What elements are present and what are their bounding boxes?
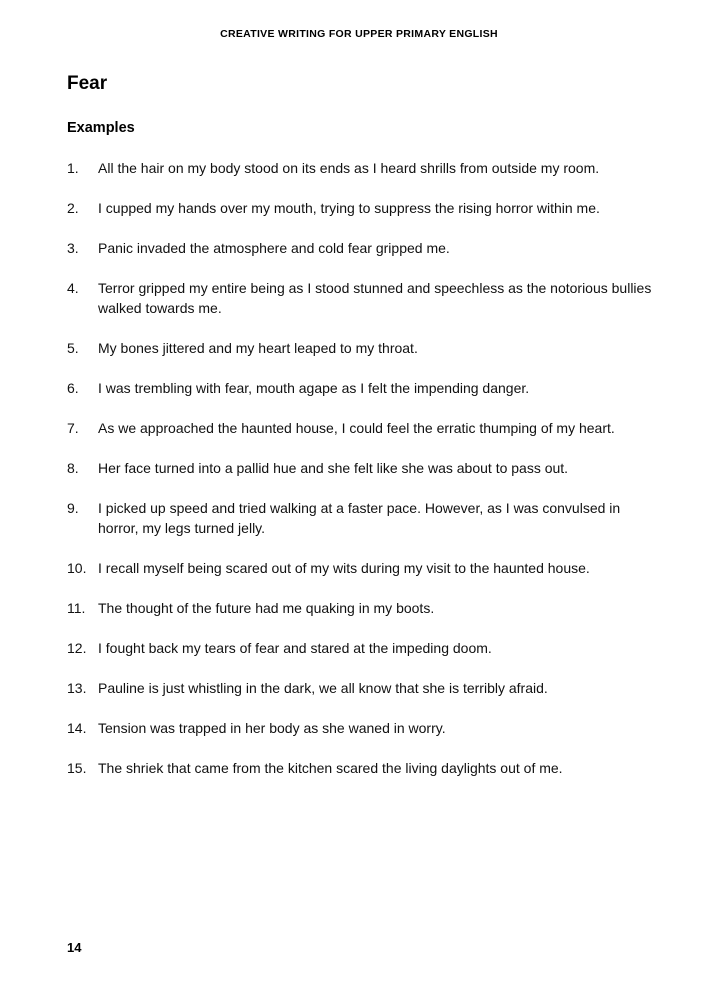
list-item-text: The thought of the future had me quaking in my boots. xyxy=(98,600,435,616)
page-number: 14 xyxy=(67,940,82,955)
list-item xyxy=(67,558,656,578)
list-item-text: Terror gripped my entire being as I stood stunned and speechless as the notorious bullies walked towards me. xyxy=(98,280,652,316)
list-item-number: 1. xyxy=(67,160,79,176)
page-content xyxy=(0,73,718,778)
list-item-number: 10. xyxy=(67,560,87,576)
list-item-text: I recall myself being scared out of my wits during my visit to the haunted house. xyxy=(98,560,590,576)
list-item-text: I fought back my tears of fear and stared at the impeding doom. xyxy=(98,640,492,656)
list-item xyxy=(67,718,656,738)
list-item-number: 6. xyxy=(67,380,79,396)
list-item-number: 13. xyxy=(67,680,87,696)
list-item-text: Her face turned into a pallid hue and she felt like she was about to pass out. xyxy=(98,460,569,476)
list-item xyxy=(67,338,656,358)
list-item-number: 11. xyxy=(67,600,86,616)
list-item-number: 4. xyxy=(67,280,79,296)
list-item-text: My bones jittered and my heart leaped to my throat. xyxy=(98,340,418,356)
list-item xyxy=(67,498,656,538)
examples-list xyxy=(67,158,656,778)
list-item-number: 7. xyxy=(67,420,79,436)
list-item xyxy=(67,278,656,318)
list-item-text: Tension was trapped in her body as she waned in worry. xyxy=(98,720,446,736)
list-item-number: 9. xyxy=(67,500,79,516)
list-item-number: 3. xyxy=(67,240,79,256)
list-item-text: Panic invaded the atmosphere and cold fear gripped me. xyxy=(98,240,450,256)
list-item-number: 14. xyxy=(67,720,87,736)
list-item xyxy=(67,158,656,178)
list-item-number: 2. xyxy=(67,200,79,216)
list-item xyxy=(67,638,656,658)
list-item-text: All the hair on my body stood on its ends as I heard shrills from outside my room. xyxy=(98,160,600,176)
running-head: CREATIVE WRITING FOR UPPER PRIMARY ENGLISH xyxy=(220,28,498,40)
list-item xyxy=(67,198,656,218)
page-title: Fear xyxy=(67,73,108,94)
list-item-number: 8. xyxy=(67,460,79,476)
list-item-text: I cupped my hands over my mouth, trying to suppress the rising horror within me. xyxy=(98,200,600,216)
list-item xyxy=(67,598,656,618)
list-item-text: Pauline is just whistling in the dark, we all know that she is terribly afraid. xyxy=(98,680,548,696)
list-item xyxy=(67,238,656,258)
section-title: Examples xyxy=(67,120,135,136)
list-item xyxy=(67,458,656,478)
list-item-number: 12. xyxy=(67,640,87,656)
list-item xyxy=(67,418,656,438)
list-item xyxy=(67,678,656,698)
list-item-text: I picked up speed and tried walking at a faster pace. However, as I was convulsed in horror, my legs turned jelly. xyxy=(98,500,621,536)
list-item-number: 15. xyxy=(67,760,87,776)
list-item-text: As we approached the haunted house, I could feel the erratic thumping of my heart. xyxy=(98,420,615,436)
list-item xyxy=(67,758,656,778)
list-item-text: I was trembling with fear, mouth agape as I felt the impending danger. xyxy=(98,380,530,396)
list-item-number: 5. xyxy=(67,340,79,356)
list-item xyxy=(67,378,656,398)
list-item-text: The shriek that came from the kitchen scared the living daylights out of me. xyxy=(98,760,563,776)
